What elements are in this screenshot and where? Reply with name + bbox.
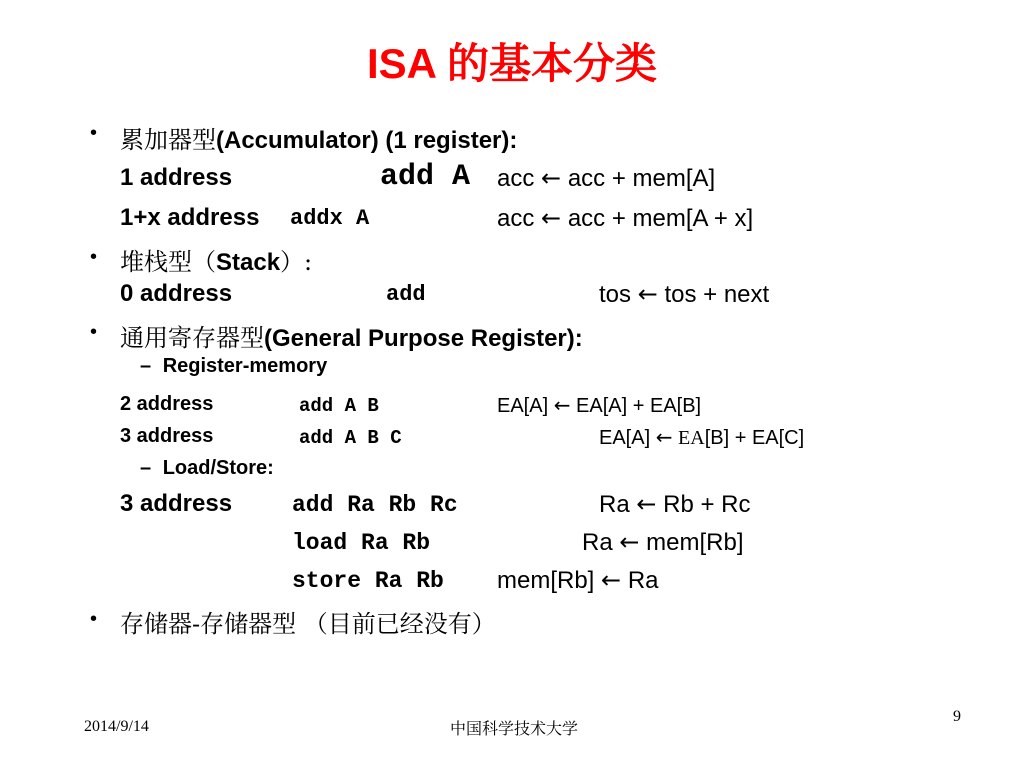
rm-row-1-lhs: EA[A]: [497, 395, 549, 417]
bullet-dot: •: [90, 122, 98, 144]
stack-row-1-instr: add: [386, 282, 426, 307]
ls-row-1-lhs: Ra: [599, 491, 630, 518]
rm-row-1-label: 2 address: [120, 393, 214, 415]
ls-row-2-expr: [582, 528, 744, 557]
footer-organization: 中国科学技术大学: [450, 719, 579, 738]
left-arrow-icon: ←: [655, 425, 673, 449]
slide-title: ISA 的基本分类: [366, 40, 658, 87]
stack-row-1-rhs: tos + next: [664, 281, 770, 308]
gpr-heading-en: (General Purpose Register):: [264, 325, 583, 352]
left-arrow-icon: ←: [541, 204, 562, 232]
bullet-dot: •: [90, 246, 98, 268]
page-number: 9: [953, 708, 961, 725]
accumulator-heading-cn: 累加器型: [120, 126, 216, 154]
register-memory-subheading: [140, 355, 327, 378]
ls-row-2-lhs: Ra: [582, 529, 613, 556]
stack-heading: [120, 242, 312, 277]
left-arrow-icon: ←: [601, 566, 622, 594]
left-arrow-icon: ←: [553, 393, 571, 417]
acc-row-1-rhs: acc + mem[A]: [567, 165, 716, 192]
acc-row-1-instr: add A: [380, 160, 471, 194]
ls-row-2-instr: load Ra Rb: [292, 530, 431, 556]
acc-row-1-lhs: acc: [497, 165, 535, 192]
load-store-subheading: [140, 457, 274, 480]
acc-row-1-label: 1 address: [120, 164, 233, 191]
left-arrow-icon: ←: [637, 280, 658, 308]
stack-row-1-label: 0 address: [120, 280, 233, 307]
stack-row-1-lhs: tos: [599, 281, 632, 308]
left-arrow-icon: ←: [541, 164, 562, 192]
acc-row-2-instr: addx A: [290, 206, 370, 231]
ls-row-3-lhs: mem[Rb]: [497, 567, 595, 594]
rm-row-1-instr: add A B: [299, 395, 379, 417]
left-arrow-icon: ←: [636, 490, 657, 518]
ls-row-3-instr: store Ra Rb: [292, 568, 444, 594]
acc-row-2-lhs: acc: [497, 205, 535, 232]
memmem-heading: 存储器-存储器型 （目前已经没有）: [120, 610, 496, 638]
ls-row-1-rhs: Rb + Rc: [663, 491, 751, 518]
left-arrow-icon: ←: [619, 528, 640, 556]
rm-row-1-rhs: EA[A] + EA[B]: [576, 395, 702, 417]
acc-row-2-label: 1+x address: [120, 204, 260, 231]
gpr-heading: [120, 318, 583, 353]
ls-row-3-expr: [497, 566, 659, 595]
acc-row-2-rhs: acc + mem[A + x]: [567, 205, 754, 232]
acc-row-2-expr: [497, 204, 753, 233]
rm-row-2-rhs-ea: EA: [678, 427, 705, 449]
ls-row-3-rhs: Ra: [627, 567, 659, 594]
register-memory-label: Register-memory: [162, 355, 328, 377]
bullet-dot: •: [90, 321, 98, 343]
rm-row-2-label: 3 address: [120, 425, 214, 447]
acc-row-1-expr: [497, 164, 715, 193]
load-store-label: Load/Store:: [162, 457, 274, 479]
dash-icon: –: [140, 355, 152, 377]
ls-row-2-rhs: mem[Rb]: [646, 529, 744, 556]
rm-row-2-instr: add A B C: [299, 427, 402, 449]
rm-row-2-rhs: [B] + EA[C]: [704, 427, 805, 449]
ls-row-1-expr: [599, 490, 751, 519]
ls-row-1-instr: add Ra Rb Rc: [292, 492, 458, 518]
dash-icon: –: [140, 457, 152, 479]
stack-heading-en: Stack: [216, 249, 281, 276]
rm-row-1-expr: [497, 393, 701, 418]
stack-heading-cn: 堆栈型（: [120, 248, 216, 276]
ls-row-1-label: 3 address: [120, 490, 233, 517]
bullet-dot: •: [90, 608, 98, 630]
accumulator-heading-en: (Accumulator) (1 register):: [216, 127, 518, 154]
footer-date: 2014/9/14: [84, 718, 149, 735]
rm-row-2-lhs: EA[A]: [599, 427, 651, 449]
accumulator-heading: [120, 120, 517, 155]
stack-row-1-expr: [599, 280, 769, 309]
rm-row-2-expr: [599, 425, 804, 450]
gpr-heading-cn: 通用寄存器型: [120, 324, 264, 352]
stack-heading-tail: ）:: [280, 248, 313, 276]
